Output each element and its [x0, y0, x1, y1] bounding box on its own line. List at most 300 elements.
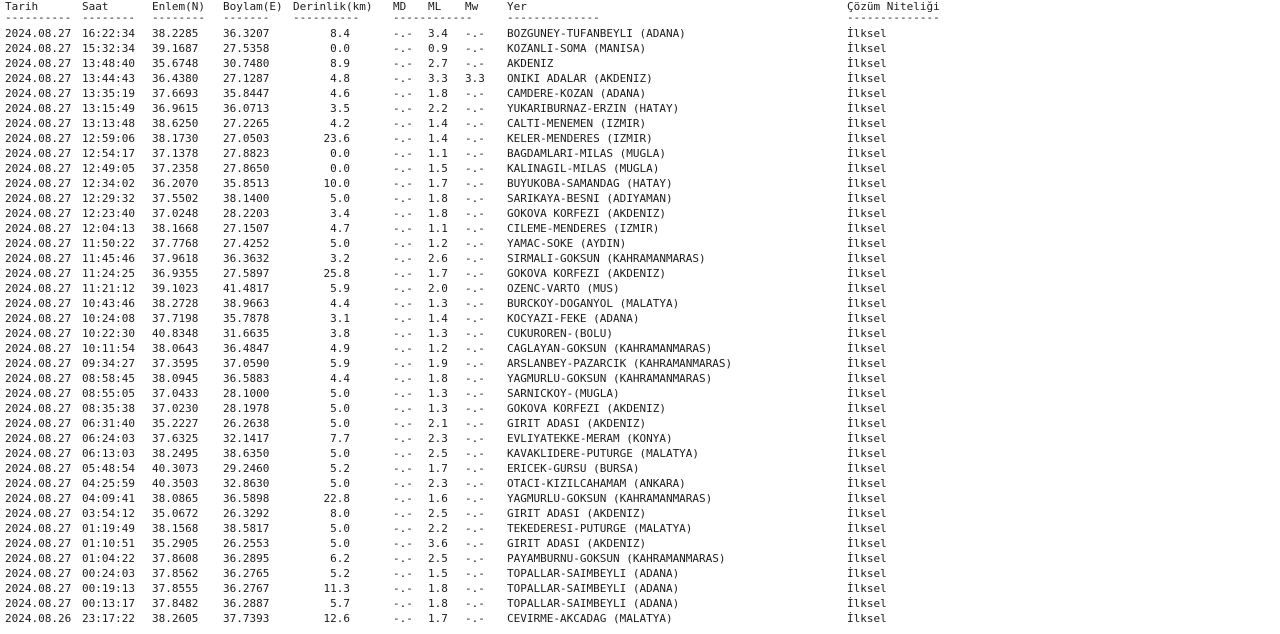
table-row	[0, 582, 1280, 597]
cell-mw: -.-	[465, 597, 485, 610]
table-row	[0, 162, 1280, 177]
header-time: Saat	[82, 0, 109, 13]
cell-latitude: 35.2227	[152, 417, 199, 430]
cell-depth: 5.0	[330, 447, 350, 460]
cell-solution-quality: İlksel	[847, 447, 887, 460]
cell-location: BAGDAMLARI-MILAS (MUGLA)	[507, 147, 666, 160]
cell-longitude: 31.6635	[223, 327, 270, 340]
cell-longitude: 27.4252	[223, 237, 270, 250]
cell-latitude: 37.8562	[152, 567, 199, 580]
separator-depth: ----------	[293, 11, 360, 24]
cell-md: -.-	[393, 27, 413, 40]
cell-md: -.-	[393, 117, 413, 130]
cell-time: 13:35:19	[82, 87, 135, 100]
cell-location: KOZANLI-SOMA (MANISA)	[507, 42, 647, 55]
table-row	[0, 507, 1280, 522]
cell-ml: 1.7	[428, 267, 448, 280]
cell-latitude: 35.2905	[152, 537, 199, 550]
table-row	[0, 222, 1280, 237]
cell-depth: 23.6	[323, 132, 350, 145]
cell-longitude: 30.7480	[223, 57, 270, 70]
header-location: Yer	[507, 0, 527, 13]
cell-time: 12:23:40	[82, 207, 135, 220]
cell-md: -.-	[393, 342, 413, 355]
cell-md: -.-	[393, 537, 413, 550]
cell-solution-quality: İlksel	[847, 87, 887, 100]
cell-md: -.-	[393, 432, 413, 445]
cell-longitude: 28.1000	[223, 387, 270, 400]
cell-mw: -.-	[465, 267, 485, 280]
table-row	[0, 387, 1280, 402]
cell-time: 11:50:22	[82, 237, 135, 250]
cell-mw: -.-	[465, 57, 485, 70]
cell-depth: 25.8	[323, 267, 350, 280]
cell-ml: 1.3	[428, 297, 448, 310]
cell-md: -.-	[393, 282, 413, 295]
cell-md: -.-	[393, 222, 413, 235]
cell-mw: -.-	[465, 387, 485, 400]
cell-md: -.-	[393, 372, 413, 385]
table-row	[0, 192, 1280, 207]
table-row	[0, 312, 1280, 327]
cell-ml: 2.6	[428, 252, 448, 265]
cell-longitude: 37.0590	[223, 357, 270, 370]
cell-location: BUYUKOBA-SAMANDAG (HATAY)	[507, 177, 673, 190]
cell-location: YAMAC-SOKE (AYDIN)	[507, 237, 627, 250]
cell-solution-quality: İlksel	[847, 117, 887, 130]
cell-latitude: 38.6250	[152, 117, 199, 130]
table-row	[0, 462, 1280, 477]
cell-location: CALTI-MENEMEN (IZMIR)	[507, 117, 647, 130]
cell-longitude: 38.9663	[223, 297, 270, 310]
cell-longitude: 27.0503	[223, 132, 270, 145]
table-row	[0, 177, 1280, 192]
cell-solution-quality: İlksel	[847, 252, 887, 265]
cell-location: GOKOVA KORFEZI (AKDENIZ)	[507, 402, 666, 415]
cell-time: 23:17:22	[82, 612, 135, 625]
cell-date: 2024.08.27	[5, 567, 72, 580]
cell-depth: 0.0	[330, 42, 350, 55]
cell-depth: 4.4	[330, 372, 350, 385]
cell-date: 2024.08.27	[5, 237, 72, 250]
cell-latitude: 35.0672	[152, 507, 199, 520]
cell-latitude: 38.2285	[152, 27, 199, 40]
cell-time: 10:11:54	[82, 342, 135, 355]
cell-time: 11:21:12	[82, 282, 135, 295]
cell-longitude: 26.2553	[223, 537, 270, 550]
cell-date: 2024.08.27	[5, 282, 72, 295]
cell-location: EVLIYATEKKE-MERAM (KONYA)	[507, 432, 673, 445]
cell-longitude: 36.5883	[223, 372, 270, 385]
table-row	[0, 612, 1280, 627]
cell-latitude: 39.1687	[152, 42, 199, 55]
cell-latitude: 36.9615	[152, 102, 199, 115]
cell-date: 2024.08.27	[5, 312, 72, 325]
cell-location: PAYAMBURNU-GOKSUN (KAHRAMANMARAS)	[507, 552, 726, 565]
cell-time: 08:55:05	[82, 387, 135, 400]
cell-mw: -.-	[465, 372, 485, 385]
cell-ml: 1.2	[428, 237, 448, 250]
cell-longitude: 35.8513	[223, 177, 270, 190]
cell-md: -.-	[393, 522, 413, 535]
cell-md: -.-	[393, 177, 413, 190]
cell-latitude: 36.4380	[152, 72, 199, 85]
cell-location: TOPALLAR-SAIMBEYLI (ADANA)	[507, 597, 680, 610]
cell-ml: 2.7	[428, 57, 448, 70]
cell-date: 2024.08.27	[5, 252, 72, 265]
cell-solution-quality: İlksel	[847, 507, 887, 520]
header-solution-quality: Çözüm Niteliği	[847, 0, 940, 13]
cell-solution-quality: İlksel	[847, 162, 887, 175]
table-row	[0, 102, 1280, 117]
cell-date: 2024.08.27	[5, 357, 72, 370]
cell-mw: -.-	[465, 537, 485, 550]
cell-ml: 3.3	[428, 72, 448, 85]
table-row	[0, 42, 1280, 57]
table-row	[0, 552, 1280, 567]
cell-solution-quality: İlksel	[847, 207, 887, 220]
cell-date: 2024.08.27	[5, 417, 72, 430]
cell-md: -.-	[393, 387, 413, 400]
cell-latitude: 38.2495	[152, 447, 199, 460]
cell-ml: 1.4	[428, 117, 448, 130]
cell-depth: 10.0	[323, 177, 350, 190]
cell-solution-quality: İlksel	[847, 192, 887, 205]
cell-depth: 4.2	[330, 117, 350, 130]
cell-date: 2024.08.27	[5, 207, 72, 220]
cell-solution-quality: İlksel	[847, 387, 887, 400]
table-row	[0, 57, 1280, 72]
cell-depth: 4.6	[330, 87, 350, 100]
table-row	[0, 237, 1280, 252]
cell-time: 12:29:32	[82, 192, 135, 205]
cell-ml: 1.9	[428, 357, 448, 370]
cell-mw: -.-	[465, 567, 485, 580]
table-row	[0, 267, 1280, 282]
cell-date: 2024.08.27	[5, 552, 72, 565]
cell-mw: -.-	[465, 552, 485, 565]
table-row	[0, 342, 1280, 357]
cell-longitude: 36.5898	[223, 492, 270, 505]
cell-depth: 5.2	[330, 567, 350, 580]
cell-longitude: 27.8650	[223, 162, 270, 175]
table-row	[0, 597, 1280, 612]
cell-solution-quality: İlksel	[847, 42, 887, 55]
table-row	[0, 537, 1280, 552]
cell-longitude: 36.2895	[223, 552, 270, 565]
table-row	[0, 357, 1280, 372]
cell-date: 2024.08.27	[5, 87, 72, 100]
cell-location: ERICEK-GURSU (BURSA)	[507, 462, 640, 475]
cell-solution-quality: İlksel	[847, 477, 887, 490]
cell-mw: -.-	[465, 102, 485, 115]
cell-date: 2024.08.27	[5, 342, 72, 355]
cell-solution-quality: İlksel	[847, 177, 887, 190]
cell-mw: -.-	[465, 177, 485, 190]
cell-time: 01:19:49	[82, 522, 135, 535]
cell-latitude: 37.3595	[152, 357, 199, 370]
cell-longitude: 28.2203	[223, 207, 270, 220]
cell-longitude: 28.1978	[223, 402, 270, 415]
cell-depth: 4.4	[330, 297, 350, 310]
cell-solution-quality: İlksel	[847, 267, 887, 280]
cell-date: 2024.08.27	[5, 132, 72, 145]
cell-time: 06:13:03	[82, 447, 135, 460]
cell-location: ONIKI ADALAR (AKDENIZ)	[507, 72, 653, 85]
cell-md: -.-	[393, 447, 413, 460]
cell-time: 13:15:49	[82, 102, 135, 115]
cell-ml: 2.0	[428, 282, 448, 295]
cell-depth: 3.4	[330, 207, 350, 220]
cell-date: 2024.08.27	[5, 117, 72, 130]
separator-time: --------	[82, 11, 135, 24]
cell-longitude: 38.5817	[223, 522, 270, 535]
cell-mw: -.-	[465, 192, 485, 205]
cell-md: -.-	[393, 567, 413, 580]
event-rows	[0, 27, 1280, 627]
cell-latitude: 37.5502	[152, 192, 199, 205]
cell-depth: 5.0	[330, 402, 350, 415]
cell-ml: 1.7	[428, 612, 448, 625]
cell-depth: 5.0	[330, 387, 350, 400]
cell-longitude: 27.2265	[223, 117, 270, 130]
cell-time: 06:24:03	[82, 432, 135, 445]
cell-longitude: 36.2765	[223, 567, 270, 580]
cell-date: 2024.08.27	[5, 522, 72, 535]
cell-mw: -.-	[465, 207, 485, 220]
cell-depth: 5.7	[330, 597, 350, 610]
cell-solution-quality: İlksel	[847, 432, 887, 445]
cell-latitude: 38.2728	[152, 297, 199, 310]
cell-solution-quality: İlksel	[847, 522, 887, 535]
cell-time: 12:59:06	[82, 132, 135, 145]
cell-ml: 1.4	[428, 132, 448, 145]
cell-depth: 8.0	[330, 507, 350, 520]
cell-date: 2024.08.27	[5, 597, 72, 610]
cell-md: -.-	[393, 132, 413, 145]
cell-solution-quality: İlksel	[847, 327, 887, 340]
cell-latitude: 35.6748	[152, 57, 199, 70]
cell-mw: -.-	[465, 162, 485, 175]
cell-depth: 5.0	[330, 522, 350, 535]
cell-latitude: 37.2358	[152, 162, 199, 175]
cell-ml: 1.8	[428, 597, 448, 610]
cell-md: -.-	[393, 357, 413, 370]
cell-solution-quality: İlksel	[847, 312, 887, 325]
cell-depth: 4.8	[330, 72, 350, 85]
cell-mw: -.-	[465, 132, 485, 145]
cell-md: -.-	[393, 492, 413, 505]
cell-longitude: 27.8823	[223, 147, 270, 160]
cell-solution-quality: İlksel	[847, 357, 887, 370]
cell-ml: 1.8	[428, 87, 448, 100]
cell-depth: 4.7	[330, 222, 350, 235]
cell-date: 2024.08.27	[5, 492, 72, 505]
cell-date: 2024.08.27	[5, 162, 72, 175]
cell-date: 2024.08.27	[5, 42, 72, 55]
cell-date: 2024.08.27	[5, 267, 72, 280]
cell-date: 2024.08.27	[5, 537, 72, 550]
cell-location: GOKOVA KORFEZI (AKDENIZ)	[507, 207, 666, 220]
cell-time: 09:34:27	[82, 357, 135, 370]
separator-location: --------------	[507, 11, 600, 24]
cell-md: -.-	[393, 162, 413, 175]
cell-md: -.-	[393, 147, 413, 160]
cell-ml: 1.1	[428, 147, 448, 160]
cell-mw: -.-	[465, 147, 485, 160]
cell-date: 2024.08.27	[5, 432, 72, 445]
cell-latitude: 37.8482	[152, 597, 199, 610]
cell-solution-quality: İlksel	[847, 102, 887, 115]
cell-latitude: 37.1378	[152, 147, 199, 160]
cell-latitude: 37.7768	[152, 237, 199, 250]
cell-time: 13:48:40	[82, 57, 135, 70]
cell-latitude: 38.1668	[152, 222, 199, 235]
cell-mw: -.-	[465, 42, 485, 55]
cell-longitude: 27.5897	[223, 267, 270, 280]
cell-solution-quality: İlksel	[847, 612, 887, 625]
cell-mw: -.-	[465, 327, 485, 340]
cell-time: 10:24:08	[82, 312, 135, 325]
cell-latitude: 38.0643	[152, 342, 199, 355]
cell-solution-quality: İlksel	[847, 132, 887, 145]
cell-depth: 6.2	[330, 552, 350, 565]
cell-solution-quality: İlksel	[847, 552, 887, 565]
table-row	[0, 522, 1280, 537]
header-latitude: Enlem(N)	[152, 0, 205, 13]
cell-depth: 7.7	[330, 432, 350, 445]
cell-md: -.-	[393, 237, 413, 250]
cell-ml: 1.7	[428, 462, 448, 475]
table-row	[0, 297, 1280, 312]
cell-location: CAMDERE-KOZAN (ADANA)	[507, 87, 647, 100]
header-separator	[0, 11, 1280, 27]
cell-time: 08:58:45	[82, 372, 135, 385]
cell-mw: -.-	[465, 282, 485, 295]
cell-time: 00:13:17	[82, 597, 135, 610]
cell-date: 2024.08.27	[5, 447, 72, 460]
cell-ml: 2.3	[428, 432, 448, 445]
cell-time: 12:54:17	[82, 147, 135, 160]
cell-solution-quality: İlksel	[847, 597, 887, 610]
cell-mw: -.-	[465, 447, 485, 460]
cell-ml: 1.8	[428, 192, 448, 205]
cell-depth: 22.8	[323, 492, 350, 505]
table-row	[0, 447, 1280, 462]
cell-ml: 2.5	[428, 507, 448, 520]
cell-md: -.-	[393, 192, 413, 205]
cell-longitude: 41.4817	[223, 282, 270, 295]
cell-time: 01:04:22	[82, 552, 135, 565]
cell-latitude: 36.2070	[152, 177, 199, 190]
cell-mw: 3.3	[465, 72, 485, 85]
cell-mw: -.-	[465, 237, 485, 250]
cell-md: -.-	[393, 552, 413, 565]
cell-date: 2024.08.27	[5, 102, 72, 115]
table-row	[0, 132, 1280, 147]
cell-latitude: 38.0945	[152, 372, 199, 385]
separator-longitude: -------	[223, 11, 270, 24]
cell-longitude: 36.2887	[223, 597, 270, 610]
cell-solution-quality: İlksel	[847, 402, 887, 415]
cell-ml: 2.1	[428, 417, 448, 430]
cell-location: YAGMURLU-GOKSUN (KAHRAMANMARAS)	[507, 372, 713, 385]
cell-time: 08:35:38	[82, 402, 135, 415]
cell-latitude: 38.1568	[152, 522, 199, 535]
cell-longitude: 32.1417	[223, 432, 270, 445]
cell-time: 15:32:34	[82, 42, 135, 55]
cell-location: GIRIT ADASI (AKDENIZ)	[507, 417, 647, 430]
cell-latitude: 37.0433	[152, 387, 199, 400]
cell-date: 2024.08.27	[5, 27, 72, 40]
cell-longitude: 37.7393	[223, 612, 270, 625]
cell-mw: -.-	[465, 252, 485, 265]
cell-location: SIRMALI-GOKSUN (KAHRAMANMARAS)	[507, 252, 706, 265]
cell-longitude: 26.3292	[223, 507, 270, 520]
cell-date: 2024.08.27	[5, 192, 72, 205]
cell-mw: -.-	[465, 432, 485, 445]
cell-location: TOPALLAR-SAIMBEYLI (ADANA)	[507, 582, 680, 595]
table-row	[0, 327, 1280, 342]
cell-md: -.-	[393, 267, 413, 280]
header-longitude: Boylam(E)	[223, 0, 283, 13]
cell-location: BOZGUNEY-TUFANBEYLI (ADANA)	[507, 27, 686, 40]
cell-ml: 2.2	[428, 522, 448, 535]
cell-location: KELER-MENDERES (IZMIR)	[507, 132, 653, 145]
cell-time: 12:49:05	[82, 162, 135, 175]
cell-location: CEVIRME-AKCADAG (MALATYA)	[507, 612, 673, 625]
cell-md: -.-	[393, 582, 413, 595]
cell-depth: 3.1	[330, 312, 350, 325]
cell-latitude: 37.9618	[152, 252, 199, 265]
cell-date: 2024.08.27	[5, 72, 72, 85]
cell-location: YUKARIBURNAZ-ERZIN (HATAY)	[507, 102, 680, 115]
cell-time: 01:10:51	[82, 537, 135, 550]
cell-time: 12:34:02	[82, 177, 135, 190]
cell-depth: 12.6	[323, 612, 350, 625]
cell-mw: -.-	[465, 297, 485, 310]
cell-md: -.-	[393, 417, 413, 430]
cell-mw: -.-	[465, 402, 485, 415]
cell-md: -.-	[393, 507, 413, 520]
cell-depth: 8.9	[330, 57, 350, 70]
separator-latitude: --------	[152, 11, 205, 24]
cell-date: 2024.08.27	[5, 507, 72, 520]
cell-date: 2024.08.27	[5, 222, 72, 235]
cell-depth: 8.4	[330, 27, 350, 40]
cell-ml: 0.9	[428, 42, 448, 55]
cell-location: GIRIT ADASI (AKDENIZ)	[507, 507, 647, 520]
table-row	[0, 372, 1280, 387]
cell-latitude: 40.8348	[152, 327, 199, 340]
cell-solution-quality: İlksel	[847, 582, 887, 595]
cell-depth: 5.2	[330, 462, 350, 475]
cell-ml: 2.5	[428, 447, 448, 460]
cell-longitude: 36.4847	[223, 342, 270, 355]
cell-latitude: 37.0230	[152, 402, 199, 415]
cell-date: 2024.08.27	[5, 462, 72, 475]
cell-solution-quality: İlksel	[847, 57, 887, 70]
cell-mw: -.-	[465, 117, 485, 130]
cell-md: -.-	[393, 102, 413, 115]
cell-location: KOCYAZI-FEKE (ADANA)	[507, 312, 640, 325]
cell-time: 04:09:41	[82, 492, 135, 505]
cell-latitude: 37.7198	[152, 312, 199, 325]
separator-date: ----------	[5, 11, 72, 24]
cell-location: TOPALLAR-SAIMBEYLI (ADANA)	[507, 567, 680, 580]
cell-mw: -.-	[465, 462, 485, 475]
cell-solution-quality: İlksel	[847, 297, 887, 310]
